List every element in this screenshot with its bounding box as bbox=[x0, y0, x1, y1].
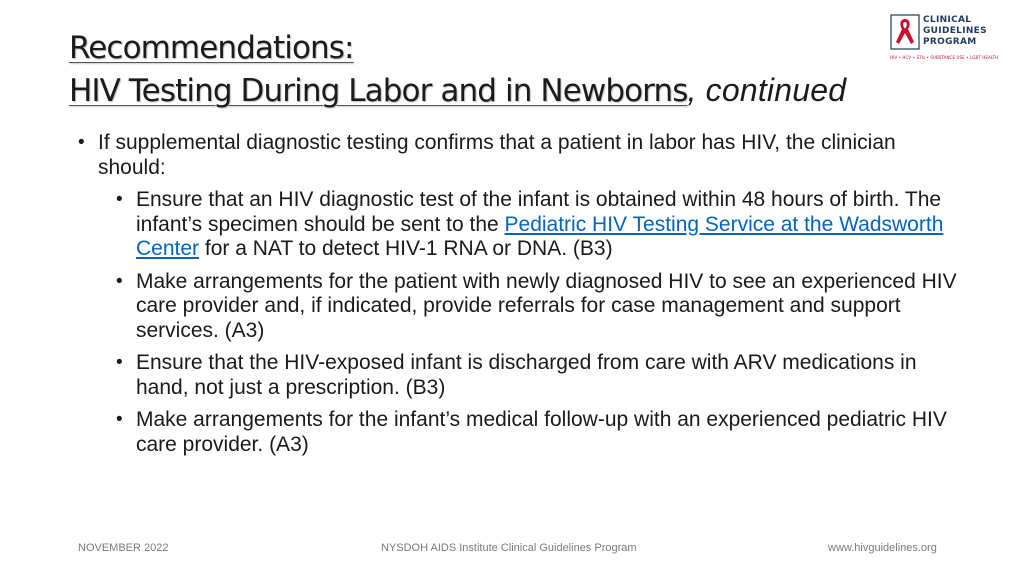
title-line-1: Recommendations: bbox=[69, 30, 354, 66]
footer-org: NYSDOH AIDS Institute Clinical Guidelines Program bbox=[381, 542, 637, 554]
sub-bullet-1-text-b: for a NAT to detect HIV-1 RNA or DNA. (B3) bbox=[199, 237, 613, 260]
sub-bullet-2-text: Make arrangements for the patient with newly diagnosed HIV to see an experienced HIV care provider and, if indicated, provide referrals for case management and support services. (A3) bbox=[136, 269, 957, 342]
clinical-guidelines-logo bbox=[890, 14, 1006, 64]
bullet-dot: • bbox=[116, 352, 123, 373]
sub-bullet-4 bbox=[78, 408, 968, 457]
sub-bullet-3-text: Ensure that the HIV-exposed infant is discharged from care with ARV medications in hand, not just a prescription. (B3) bbox=[136, 351, 917, 399]
logo-text bbox=[923, 15, 987, 48]
title-suffix: , continued bbox=[687, 72, 847, 108]
footer-url[interactable]: www.hivguidelines.org bbox=[828, 542, 937, 554]
bullet-intro bbox=[78, 131, 968, 180]
sub-bullet-2 bbox=[78, 270, 968, 344]
logo-line-2: GUIDELINES bbox=[923, 26, 987, 36]
logo-tagline: HIV • HCV • STIs • SUBSTANCE USE • LGBT HEALTH bbox=[890, 55, 999, 60]
pediatric-hiv-testing-link[interactable]: Pediatric HIV Testing Service at the Wadsworth Center bbox=[136, 212, 944, 260]
bullet-dot: • bbox=[116, 409, 123, 430]
red-ribbon-icon bbox=[890, 14, 920, 50]
bullet-dot: • bbox=[116, 270, 123, 292]
slide-body bbox=[78, 131, 968, 457]
title-line-2 bbox=[69, 68, 899, 113]
title-main-text: HIV Testing During Labor and in Newborns bbox=[69, 73, 688, 109]
footer-date: NOVEMBER 2022 bbox=[78, 542, 169, 554]
slide-title bbox=[69, 28, 899, 113]
bullet-dot: • bbox=[78, 132, 85, 153]
logo-line-1: CLINICAL bbox=[923, 15, 972, 25]
sub-bullet-1-text-a: Ensure that an HIV diagnostic test of the infant is obtained within 48 hours of birth. The infant’s specimen should be sent to the bbox=[136, 188, 942, 236]
bullet-dot: • bbox=[116, 189, 123, 210]
sub-bullet-4-text: Make arrangements for the infant’s medical follow-up with an experienced pediatric HIV care provider. (A3) bbox=[136, 408, 947, 456]
sub-bullet-3 bbox=[78, 351, 968, 400]
sub-bullet-1 bbox=[78, 188, 968, 262]
logo-line-3: PROGRAM bbox=[923, 37, 977, 47]
intro-text: If supplemental diagnostic testing confirms that a patient in labor has HIV, the clinician should: bbox=[98, 131, 896, 179]
